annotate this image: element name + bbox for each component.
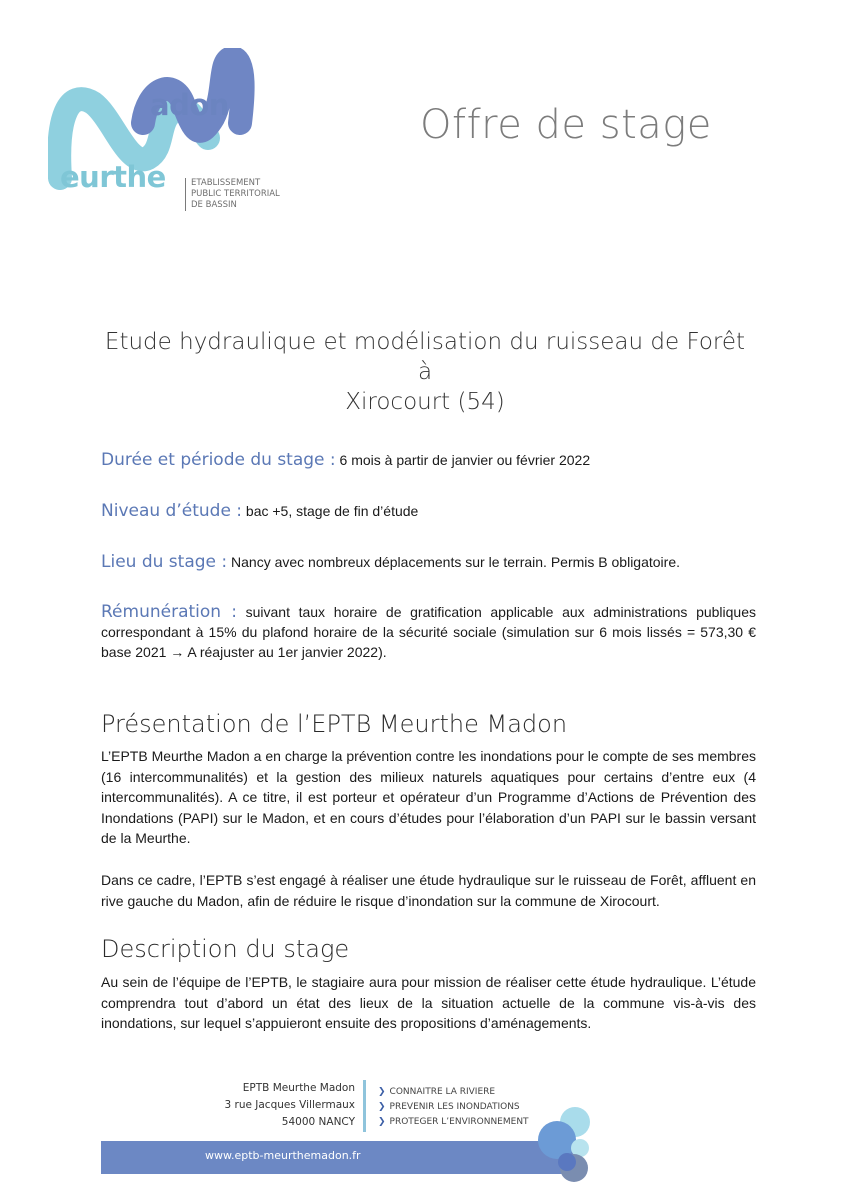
footer-motto-text: PREVENIR LES INONDATIONS <box>389 1102 520 1112</box>
logo-meurthe-text: eurthe <box>60 160 166 194</box>
footer-mottos <box>378 1085 529 1130</box>
logo-madon-text: adon <box>150 88 229 122</box>
presentation-paragraph: Dans ce cadre, l’EPTB s’est engagé à réaliser une étude hydraulique sur le ruisseau de Forêt, affluent en rive gauche du Madon, afin de réduire le risque d’inondation sur la commune de Xirocourt. <box>101 872 756 909</box>
field-lieu <box>101 552 756 572</box>
footer-motto <box>378 1085 529 1100</box>
field-remuneration <box>101 602 756 662</box>
presentation-paragraph: L’EPTB Meurthe Madon a en charge la prévention contre les inondations pour le compte de ses membres (16 intercommunalités) et la gestion des milieux naturels aquatiques pour certains d’entre eux (4 intercommunalités). A ce titre, il est porteur et opérateur d’un Programme d’Actions de Prévention des Inondations (PAPI) sur le Madon, et en cours d’études pour l’élaboration d’un PAPI sur le bassin versant de la Meurthe. <box>101 748 756 846</box>
footer-divider <box>363 1080 366 1132</box>
footer-address-line: 3 rue Jacques Villermaux <box>224 1099 355 1111</box>
section-heading-presentation: Présentation de l’EPTB Meurthe Madon <box>101 710 568 738</box>
footer-motto-text: PROTEGER L’ENVIRONNEMENT <box>389 1117 529 1127</box>
field-value: bac +5, stage de fin d’étude <box>245 503 419 519</box>
field-value: 6 mois à partir de janvier ou février 2022 <box>339 452 591 468</box>
section-heading-description: Description du stage <box>101 935 350 963</box>
footer-address-line: EPTB Meurthe Madon <box>242 1082 355 1094</box>
description-paragraph: Au sein de l’équipe de l’EPTB, le stagiaire aura pour mission de réaliser cette étude hydraulique. L’étude comprendra tout d’abord un état des lieux de la situation actuelle de la commune vis-à-vis des inondations, sur lequel s’appuieront ensuite des propositions d’aménagements. <box>101 974 756 1031</box>
field-value: Nancy avec nombreux déplacements sur le terrain. Permis B obligatoire. <box>231 554 680 570</box>
field-value: suivant taux horaire de gratification applicable aux administrations publiques correspondant à 15% du plafond horaire de la sécurité sociale (simulation sur 6 mois lissés = 573,30 € base 2021 → A réajuster au 1er janvier 2022). <box>101 604 757 660</box>
footer-motto-text: CONNAITRE LA RIVIERE <box>389 1087 496 1097</box>
footer-motto <box>378 1115 529 1130</box>
logo-subtitle-line: DE BASSIN <box>191 200 237 210</box>
logo-subtitle-line: ETABLISSEMENT <box>191 178 261 188</box>
field-label: Niveau d’étude : <box>101 501 243 521</box>
chevron-right-icon: ❯ <box>378 1102 386 1112</box>
field-label: Rémunération : <box>101 602 237 622</box>
subject-line: Xirocourt (54) <box>345 389 505 415</box>
footer-motto <box>378 1100 529 1115</box>
footer-url-link[interactable]: www.eptb-meurthemadon.fr <box>205 1149 361 1162</box>
field-niveau <box>101 501 756 521</box>
field-label: Lieu du stage : <box>101 552 228 572</box>
footer-address <box>200 1080 355 1131</box>
logo-subtitle <box>185 178 301 211</box>
field-duree <box>101 450 756 470</box>
bubbles-icon <box>530 1100 600 1185</box>
subject-line: Etude hydraulique et modélisation du ruisseau de Forêt à <box>104 329 746 385</box>
document-title: Offre de stage <box>420 102 712 148</box>
field-label: Durée et période du stage : <box>101 450 336 470</box>
subject-title <box>100 327 750 417</box>
footer-address-line: 54000 NANCY <box>281 1116 355 1128</box>
logo-subtitle-line: PUBLIC TERRITORIAL <box>191 189 280 199</box>
chevron-right-icon: ❯ <box>378 1087 386 1097</box>
chevron-right-icon: ❯ <box>378 1117 386 1127</box>
